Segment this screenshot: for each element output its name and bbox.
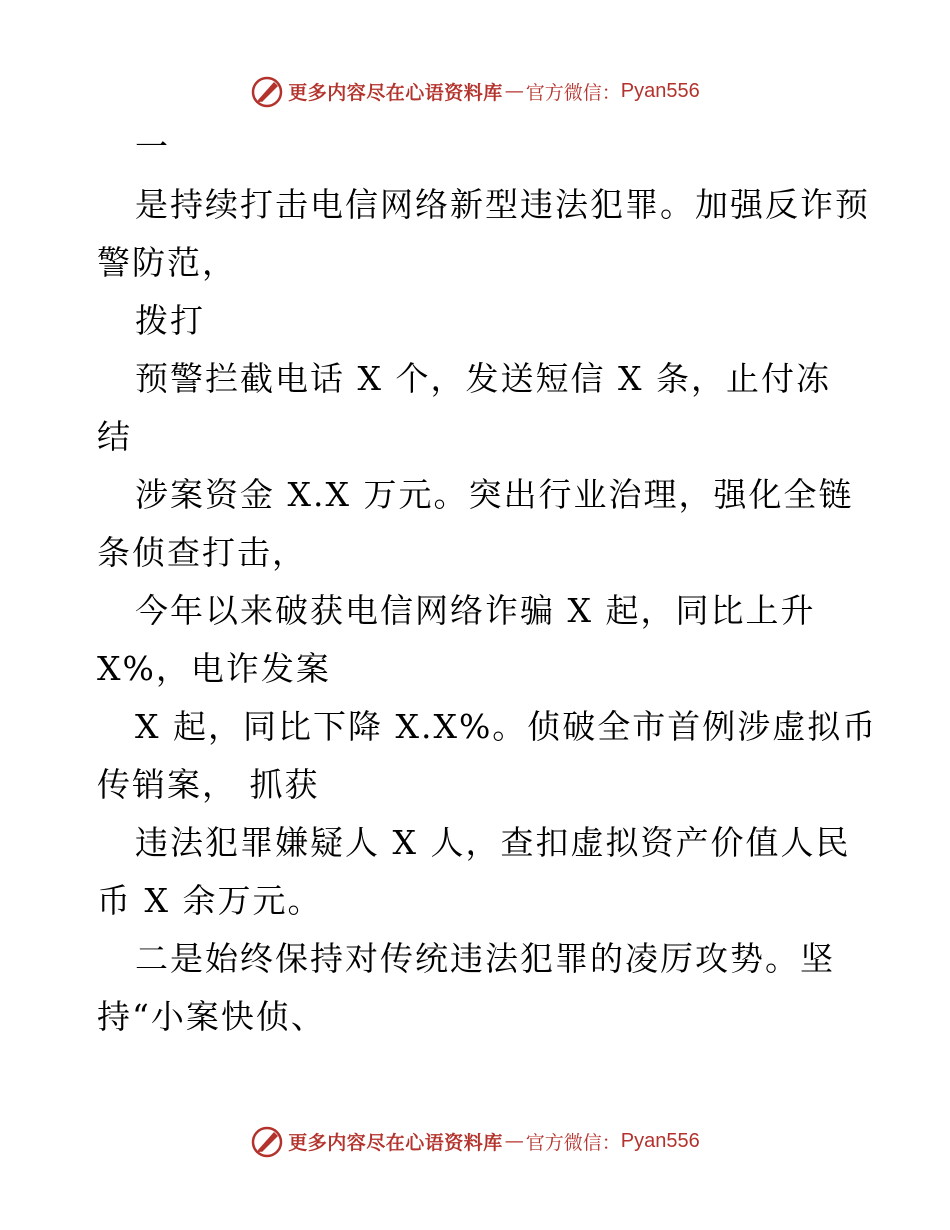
footer-banner-sub: 官方微信： [525,1131,621,1154]
body-line: 持“小案快侦、 [97,997,326,1036]
pen-logo-icon [250,1124,284,1158]
header-banner-sub: 官方微信： [525,81,621,104]
body-line: 结 [97,417,132,456]
body-line: 条侦查打击， [97,533,307,572]
footer-banner [0,1121,950,1161]
header-banner-sep: — [504,80,524,102]
body-line: 二是始终保持对传统违法犯罪的凌厉攻势。坚 [135,939,835,978]
body-line: 违法犯罪嫌疑人 X 人，查扣虚拟资产价值人民 [135,823,851,862]
body-line: X%，电诈发案 [97,649,331,688]
footer-banner-main: 更多内容尽在心语资料库 [288,1131,503,1154]
body-line: 今年以来破获电信网络诈骗 X 起，同比上升 [135,591,816,630]
header-banner [0,71,950,111]
footer-banner-id: Pyan556 [620,1129,700,1152]
body-line: X 起，同比下降 X.X%。侦破全市首例涉虚拟币 [135,707,878,746]
header-banner-main: 更多内容尽在心语资料库 [288,81,503,104]
pen-logo-icon [250,74,284,108]
header-banner-id: Pyan556 [620,79,700,102]
document-body [97,118,878,1046]
footer-banner-sep: — [504,1130,524,1152]
body-line: 拨打 [135,301,205,340]
body-line: 一 [135,127,170,166]
body-line: 涉案资金 X.X 万元。突出行业治理，强化全链 [135,475,854,514]
body-line: 警防范， [97,243,237,282]
body-line: 传销案， 抓获 [97,765,320,804]
body-line: 预警拦截电话 X 个，发送短信 X 条，止付冻 [135,359,831,398]
body-line: 是持续打击电信网络新型违法犯罪。加强反诈预 [135,185,870,224]
body-line: 币 X 余万元。 [97,881,323,920]
